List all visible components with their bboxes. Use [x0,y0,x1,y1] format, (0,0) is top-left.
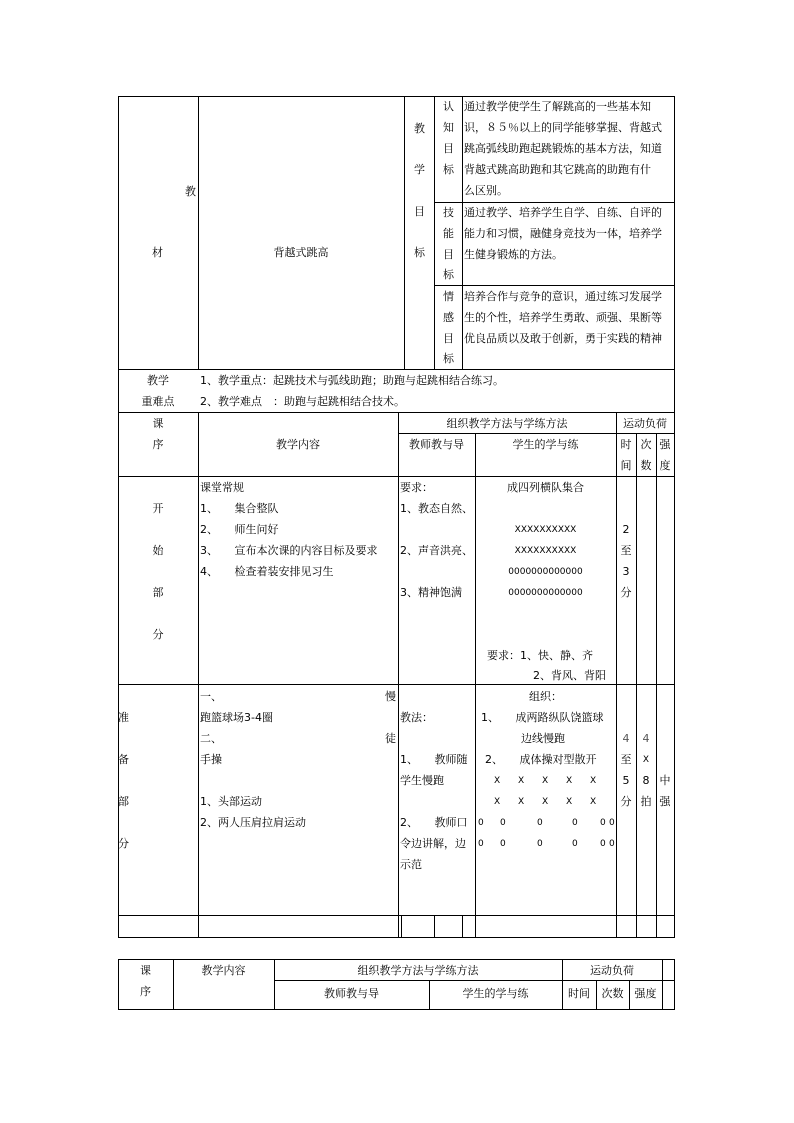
material-title: 背越式跳高 [273,246,329,259]
prep-time: 分 [620,795,632,808]
prep-content: 2、两人压肩拉肩运动 [200,816,306,829]
table-border [462,96,463,369]
header-intensity: 度 [659,459,671,472]
table2-methods: 组织教学方法与学练方法 [357,964,479,977]
formation-x: X [566,797,573,807]
formation-x: X [542,776,549,786]
table-border [274,980,675,981]
skill-label: 标 [443,268,454,281]
skill-text: 生健身锻炼的方法。 [464,248,563,261]
formation-row: 0000000000000 [508,567,583,577]
formation-o: 0 [609,839,615,849]
header-order: 序 [152,438,164,451]
table2-order: 课 [140,964,151,977]
cognitive-label: 标 [443,163,454,176]
start-requirements: 要求：1、快、静、齐 [487,649,593,662]
material-label: 材 [152,246,163,259]
formation-x: X [590,776,597,786]
start-time: 3 [622,565,630,578]
prep-teacher: 1、 教师随 [400,753,468,766]
table-border [662,959,663,1009]
header-teacher: 教师教与导 [409,438,464,451]
table-border [118,412,675,413]
prep-student: 1、 成两路纵队饶篮球 [481,711,604,724]
table2-time: 时间 [568,987,590,1000]
prep-teacher: 2、 教师口 [400,816,468,829]
key-points-label: 教学 [147,374,169,387]
prep-teacher: 教法： [400,711,433,724]
emotion-label: 情 [443,290,454,303]
header-load: 运动负荷 [623,417,667,430]
header-student: 学生的学与练 [512,438,579,451]
formation-o: 0 [478,839,484,849]
goals-label: 教 [414,122,425,135]
formation-row: 0000000000000 [508,588,583,598]
prep-student: 边线慢跑 [521,732,565,745]
table2-student: 学生的学与练 [462,987,529,1000]
table-border [404,96,405,369]
header-time: 间 [620,459,632,472]
goals-label: 学 [414,163,425,176]
key-points-label: 重难点 [141,395,175,408]
formation-o: 0 [572,818,578,828]
cognitive-text: 跳高弧线助跑起跳锻炼的基本方法，知道 [464,142,662,155]
table-border [434,915,435,937]
formation-x: X [518,776,525,786]
prep-teacher: 学生慢跑 [400,774,444,787]
cognitive-text: 么区别。 [464,184,508,197]
formation-x: X [566,776,573,786]
table-border [434,202,675,203]
prep-time: 至 [620,753,632,766]
cognitive-text: 识，８５％以上的同学能够掌握、背越式 [464,121,662,134]
start-section-label: 始 [152,544,164,557]
start-time: 至 [620,544,632,557]
table-border [118,684,675,685]
prep-student: 组织： [529,690,562,703]
start-content: 4、 检查着装安排见习生 [200,565,334,578]
start-section-label: 部 [152,586,164,599]
emotion-text: 生的个性，培养学生勇敢、顽强、果断等 [464,311,662,324]
start-teacher: 要求： [400,481,433,494]
prep-section-label: 部 [118,795,129,808]
prep-time: 5 [622,774,630,787]
start-section-label: 分 [152,628,164,641]
skill-label: 能 [443,227,454,240]
prep-content: 慢 [385,690,396,703]
table-border [434,96,435,369]
table2-count: 次数 [601,987,624,1000]
cognitive-text: 背越式跳高助跑和其它跳高的助跑有什 [464,163,651,176]
header-time: 时 [620,438,632,451]
table-border [401,915,402,937]
prep-count: 8 [642,774,650,787]
cognitive-label: 知 [443,121,454,134]
prep-count: X [642,755,650,765]
formation-o: 0 [609,818,615,828]
start-student-title: 成四列横队集合 [507,481,584,494]
header-order: 课 [152,417,164,430]
prep-intensity: 中 [659,774,671,787]
prep-student: 2、 成体操对型散开 [485,753,597,766]
goals-label: 目 [414,205,425,218]
prep-teacher: 令边讲解，边 [400,837,466,850]
prep-teacher: 示范 [400,858,422,871]
formation-x: X [518,797,525,807]
table2-teacher: 教师教与导 [324,987,379,1000]
table2-order: 序 [140,985,151,998]
prep-count: 4 [642,732,650,745]
prep-content: 徒 [385,732,396,745]
prep-section-label: 备 [118,753,129,766]
prep-section-label: 分 [118,837,129,850]
material-label: 教 [185,185,196,198]
skill-label: 技 [443,206,454,219]
emotion-label: 标 [443,352,454,365]
prep-content: 跑篮球场3-4圈 [200,711,273,724]
table-border [398,412,399,937]
formation-o: 0 [478,818,484,828]
prep-time: 4 [622,732,630,745]
table-border [118,959,675,960]
table-border [118,96,675,97]
table2-intensity: 强度 [634,987,657,1000]
skill-label: 目 [443,248,454,261]
formation-o: 0 [572,839,578,849]
header-methods: 组织教学方法与学练方法 [446,417,568,430]
cognitive-label: 认 [443,100,454,113]
table-border [118,1009,675,1010]
table2-content: 教学内容 [201,964,246,977]
start-content: 1、 集合整队 [200,502,279,515]
start-content: 2、 师生问好 [200,523,279,536]
formation-row: XXXXXXXXXX [514,525,577,535]
header-count: 数 [640,459,652,472]
table-border [674,96,675,937]
formation-o: 0 [537,818,543,828]
formation-o: 0 [500,818,506,828]
start-time: 2 [622,523,630,536]
key-point-line: 1、教学重点：起跳技术与弧线助跑；助跑与起跳相结合练习。 [200,374,504,387]
skill-text: 能力和习惯，融健身竞技为一体，培养学 [464,227,662,240]
prep-section-label: 准 [118,711,129,724]
skill-text: 通过教学、培养学生自学、自练、自评的 [464,206,662,219]
start-time: 分 [620,586,632,599]
emotion-text: 优良品质以及敢于创新，勇于实践的精神 [464,332,662,345]
start-teacher: 3、精神饱满 [400,586,462,599]
table-border [462,915,463,937]
formation-row: XXXXXXXXXX [514,546,577,556]
formation-o: 0 [600,818,606,828]
cognitive-text: 通过教学使学生了解跳高的一些基本知 [464,100,651,113]
table-border [674,959,675,1009]
start-teacher: 1、教态自然、 [400,502,473,515]
table-border [118,96,119,937]
start-content: 3、 宣布本次课的内容目标及要求 [200,544,378,557]
emotion-label: 感 [443,311,454,324]
table-border [118,369,675,370]
table-border [636,433,637,937]
table-border [198,96,199,369]
formation-x: X [542,797,549,807]
prep-content: 1、头部运动 [200,795,262,808]
key-point-line: 2、教学难点 ：助跑与起跳相结合技术。 [200,395,405,408]
formation-x: X [590,797,597,807]
start-requirements: 2、背风、背阳 [533,669,606,682]
emotion-text: 培养合作与竞争的意识，通过练习发展学 [464,290,662,303]
table-border [198,412,199,937]
prep-intensity: 强 [659,795,671,808]
emotion-label: 目 [443,332,454,345]
goals-label: 标 [414,246,425,259]
table-border [118,915,675,916]
formation-x: X [494,797,501,807]
prep-count: 拍 [640,795,652,808]
start-section-label: 开 [152,502,164,515]
start-teacher: 2、声音洪亮、 [400,544,473,557]
table-border [398,433,675,434]
prep-content: 二、 [200,732,222,745]
start-content: 课堂常规 [200,481,244,494]
formation-x: X [494,776,501,786]
table2-load: 运动负荷 [590,964,634,977]
table-border [434,285,675,286]
formation-o: 0 [600,839,606,849]
table-border [475,433,476,937]
prep-content: 手操 [200,753,222,766]
cognitive-label: 目 [443,142,454,155]
table-border [656,433,657,937]
table-border [118,476,675,477]
formation-o: 0 [500,839,506,849]
prep-content: 一、 [200,690,222,703]
table-border [616,412,617,937]
header-content: 教学内容 [276,438,320,451]
formation-o: 0 [537,839,543,849]
table-border [118,937,675,938]
header-count: 次 [640,438,652,451]
header-intensity: 强 [659,438,671,451]
